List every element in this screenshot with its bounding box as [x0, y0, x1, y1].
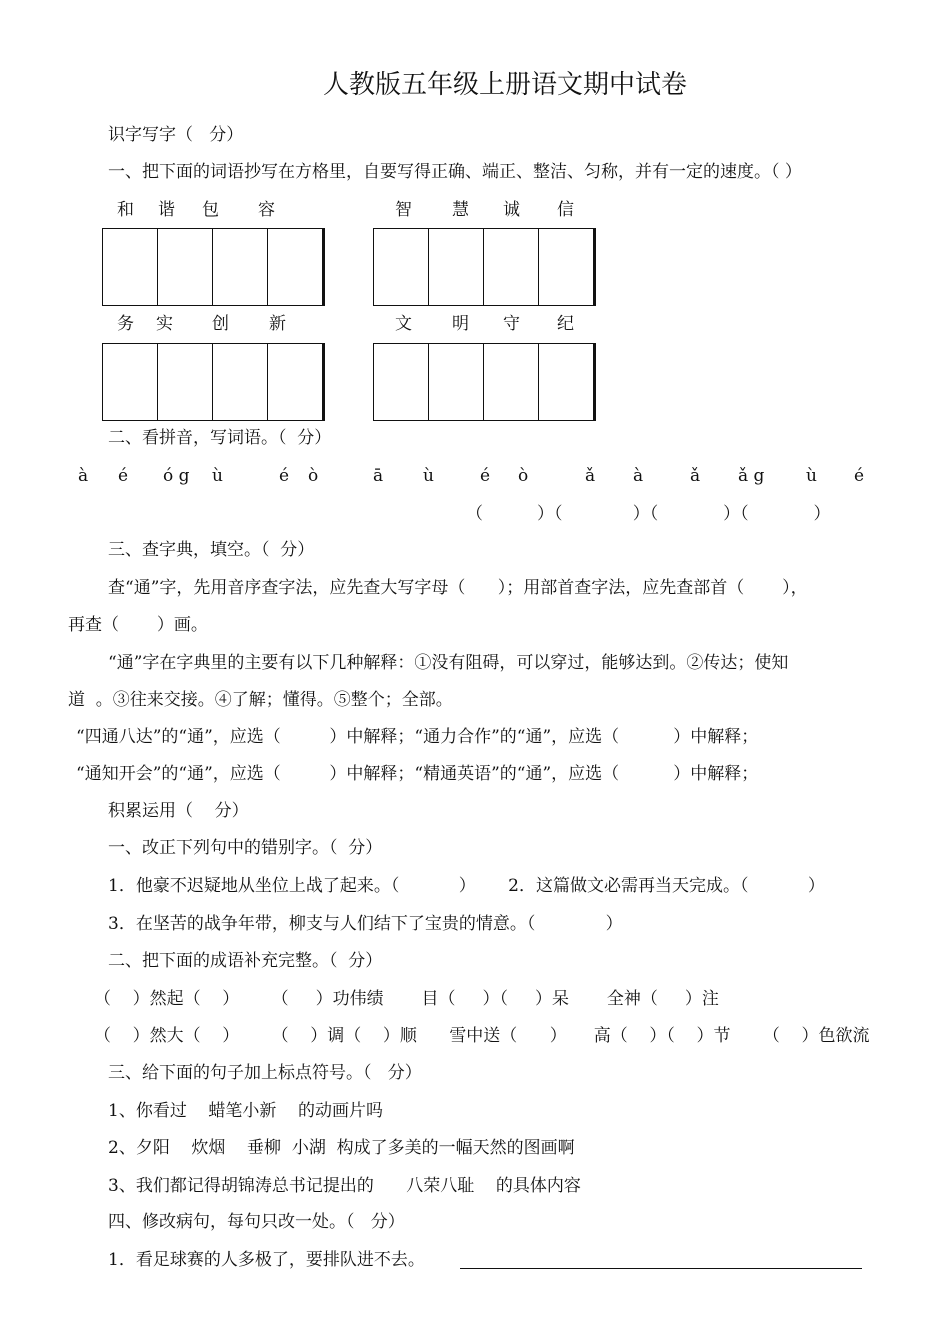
- grid-cell[interactable]: [158, 229, 213, 305]
- question: 一、改正下列句中的错别字。（ 分）: [108, 838, 383, 858]
- word-char: 容: [258, 200, 275, 220]
- writing-grid[interactable]: [373, 228, 596, 306]
- grid-cell[interactable]: [374, 344, 429, 420]
- word-char: 实: [156, 314, 173, 334]
- idiom-row: （ ）然大（ ） （ ）调（ ）顺 雪中送（ ） 高（ ）（ ）节 （ ）色欲流: [94, 1026, 870, 1046]
- grid-cell[interactable]: [268, 344, 322, 420]
- paragraph: 再查（ ）画。: [68, 615, 208, 635]
- answer-line[interactable]: [460, 1268, 862, 1269]
- paragraph: 3．在坚苦的战争年带，柳支与人们结下了宝贵的情意。（ ）: [108, 914, 623, 934]
- word-char: 文: [395, 314, 412, 334]
- question: 三、查字典，填空。（ 分）: [108, 540, 315, 560]
- paragraph: “通”字在字典里的主要有以下几种解释：①没有阻碍，可以穿过，能够达到。②传达；使知: [108, 653, 789, 673]
- answer-blanks[interactable]: （ ）（ ）（ ）（ ）: [466, 504, 831, 524]
- pinyin: ù: [806, 466, 817, 486]
- grid-cell[interactable]: [213, 229, 268, 305]
- writing-grid[interactable]: [373, 343, 596, 421]
- pinyin: é: [854, 466, 865, 486]
- grid-cell[interactable]: [484, 344, 539, 420]
- word-char: 新: [269, 314, 286, 334]
- word-char: 纪: [557, 314, 574, 334]
- question: 四、修改病句，每句只改一处。（ 分）: [108, 1212, 405, 1232]
- paragraph: “四通八达”的“通”，应选（ ）中解释；“通力合作”的“通”，应选（ ）中解释；: [76, 727, 759, 747]
- sentence: 2、夕阳 炊烟 垂柳 小湖 构成了多美的一幅天然的图画啊: [108, 1138, 575, 1158]
- pinyin: ù: [423, 466, 434, 486]
- sentence: 1、你看过 蜡笔小新 的动画片吗: [108, 1101, 384, 1121]
- paragraph: 道 。③往来交接。④了解；懂得。⑤整个；全部。: [68, 690, 453, 710]
- word-char: 智: [395, 200, 412, 220]
- grid-cell[interactable]: [103, 344, 158, 420]
- writing-grid[interactable]: [102, 228, 325, 306]
- sentence: 3、我们都记得胡锦涛总书记提出的 八荣八耻 的具体内容: [108, 1176, 581, 1196]
- grid-cell[interactable]: [539, 344, 593, 420]
- question: 二、看拼音，写词语。（ 分）: [108, 428, 332, 448]
- word-char: 慧: [452, 200, 469, 220]
- pinyin: ǎ: [585, 466, 596, 486]
- pinyin: à: [78, 466, 89, 486]
- question: 三、给下面的句子加上标点符号。（ 分）: [108, 1063, 422, 1083]
- grid-cell[interactable]: [539, 229, 593, 305]
- section-heading: 积累运用（ 分）: [108, 801, 249, 821]
- pinyin: ǎ: [690, 466, 701, 486]
- pinyin: é: [279, 466, 290, 486]
- pinyin: ǎ g: [738, 466, 765, 486]
- pinyin: à: [633, 466, 644, 486]
- grid-cell[interactable]: [268, 229, 322, 305]
- word-char: 明: [452, 314, 469, 334]
- pinyin: ó g: [163, 466, 190, 486]
- pinyin: é: [118, 466, 129, 486]
- grid-cell[interactable]: [103, 229, 158, 305]
- word-char: 诚: [503, 200, 520, 220]
- writing-grid[interactable]: [102, 343, 325, 421]
- paragraph: 查“通”字，先用音序查字法，应先查大写字母（ ）；用部首查字法，应先查部首（ ），: [108, 578, 808, 598]
- sentence: 1．看足球赛的人多极了，要排队进不去。: [108, 1250, 425, 1270]
- paragraph: 1．他豪不迟疑地从坐位上战了起来。（ ） 2．这篇做文必需再当天完成。（ ）: [108, 876, 825, 896]
- grid-cell[interactable]: [429, 229, 484, 305]
- pinyin: é: [480, 466, 491, 486]
- grid-cell[interactable]: [374, 229, 429, 305]
- word-char: 包: [202, 200, 219, 220]
- word-char: 守: [503, 314, 520, 334]
- question: 二、把下面的成语补充完整。（ 分）: [108, 951, 383, 971]
- idiom-row: （ ）然起（ ） （ ）功伟绩 目（ ）（ ）呆 全神（ ）注: [94, 989, 719, 1009]
- grid-cell[interactable]: [213, 344, 268, 420]
- pinyin: ò: [518, 466, 529, 486]
- section-heading: 识字写字（ 分）: [108, 125, 244, 145]
- word-char: 信: [557, 200, 574, 220]
- word-char: 和: [117, 200, 134, 220]
- grid-cell[interactable]: [158, 344, 213, 420]
- paragraph: “通知开会”的“通”，应选（ ）中解释；“精通英语”的“通”，应选（ ）中解释；: [76, 764, 759, 784]
- grid-cell[interactable]: [484, 229, 539, 305]
- question: 一、把下面的词语抄写在方格里，自要写得正确、端正、整洁、匀称，并有一定的速度。（ ）: [108, 162, 802, 182]
- word-char: 谐: [158, 200, 175, 220]
- grid-cell[interactable]: [429, 344, 484, 420]
- word-char: 创: [212, 314, 229, 334]
- word-char: 务: [117, 314, 134, 334]
- pinyin: ā: [373, 466, 384, 486]
- pinyin: ù: [212, 466, 223, 486]
- pinyin: ò: [308, 466, 319, 486]
- page-title: 人教版五年级上册语文期中试卷: [322, 70, 687, 100]
